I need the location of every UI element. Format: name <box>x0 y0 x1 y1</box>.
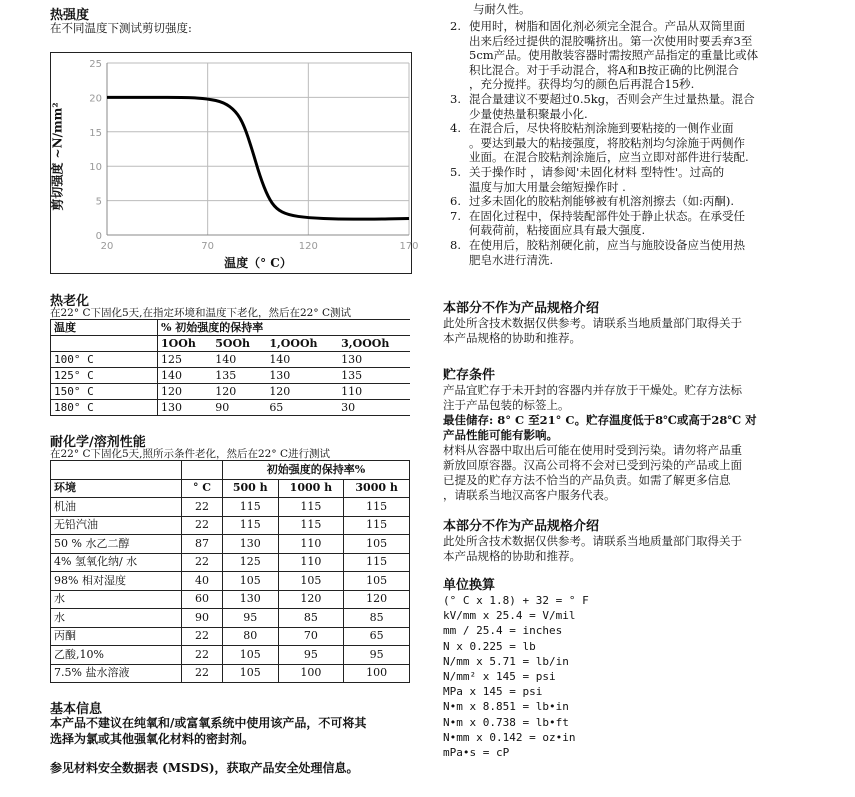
chem-cell: 115 <box>278 516 344 535</box>
chem-cell: 22 <box>182 553 223 572</box>
step-number: 8. <box>450 237 461 252</box>
chem-row <box>51 572 410 591</box>
chem-head-blank <box>182 461 223 480</box>
chem-row <box>51 553 410 572</box>
spec2-line: 此处所含技术数据仅供参考。请联系当地质量部门取得关于 <box>443 534 742 548</box>
chem-cell: 60 <box>182 590 223 609</box>
chart-xtick-label: 70 <box>201 241 215 252</box>
step-line: 积比混合。对于手动混合，将A和B按正确的比例混合 <box>469 62 739 77</box>
step-line: 在混合后，尽快将胶粘剂涂施到要粘接的一侧作业面 <box>469 121 734 136</box>
chem-cell: 乙酸,10% <box>51 646 182 665</box>
step-line: 何载荷前，粘接面应具有最大强度. <box>469 223 646 238</box>
chart-ytick-label: 15 <box>89 127 102 139</box>
chem-cell: 125 <box>223 553 279 572</box>
aging-head-col: 1OOh <box>158 336 213 352</box>
chem-cell: 50 % 水乙二醇 <box>51 535 182 554</box>
step-line: 过多未固化的胶粘剂能够被有机溶剂擦去（如:丙酮). <box>469 194 735 209</box>
chem-cell: 105 <box>344 535 410 554</box>
chem-row <box>51 516 410 535</box>
aging-cell: 65 <box>266 400 338 416</box>
chem-cell: 85 <box>344 609 410 628</box>
aging-cell: 180° C <box>51 400 158 416</box>
step-number: 4. <box>450 121 461 136</box>
chart-xtick-label: 20 <box>100 241 114 252</box>
aging-cell: 120 <box>266 384 338 400</box>
unit-line: mm / 25.4 = inches <box>443 624 563 638</box>
basic-text <box>50 715 366 747</box>
chem-row <box>51 664 410 683</box>
aging-head-temp: 温度 <box>51 320 158 336</box>
spec1-text <box>443 316 843 346</box>
chem-cell: 120 <box>344 590 410 609</box>
chem-cell: 100 <box>344 664 410 683</box>
chem-cell: 115 <box>278 498 344 517</box>
aging-head-col: 1,OOOh <box>266 336 338 352</box>
aging-cell: 140 <box>158 368 213 384</box>
chem-cell: 水 <box>51 590 182 609</box>
chem-cell: 105 <box>278 572 344 591</box>
aging-table <box>50 319 410 416</box>
basic-line: 本产品不建议在纯氧和/或富氧系统中使用该产品，不可将其 <box>50 716 367 730</box>
chart-ytick-label: 10 <box>89 162 102 174</box>
chem-cell: 85 <box>278 609 344 628</box>
aging-cell: 100° C <box>51 352 158 368</box>
chem-cell: 95 <box>344 646 410 665</box>
chem-cell: 70 <box>278 627 344 646</box>
chem-cell: 115 <box>344 498 410 517</box>
step-line: ，充分搅拌。获得均匀的颜色后再混合15秒. <box>469 77 695 92</box>
step-line: 肥皂水进行清洗. <box>469 252 554 267</box>
usage-step <box>443 209 823 238</box>
storage-text <box>443 383 843 413</box>
chem-head-500: 500 h <box>223 479 279 498</box>
chem-cell: 115 <box>223 498 279 517</box>
chem-cell: 80 <box>223 627 279 646</box>
aging-row <box>51 368 411 384</box>
storage-line: 注于产品包装的标签上。 <box>443 398 570 412</box>
usage-step <box>443 19 823 92</box>
step-number: 5. <box>450 164 461 179</box>
step-line: 业面。在混合胶粘剂涂施后，应当立即对部件进行装配. <box>469 150 749 165</box>
shear-title: 热强度 <box>50 8 90 23</box>
step-line: 5cm产品。使用散装容器时需按照产品指定的重量比或体 <box>469 48 759 63</box>
step-number: 3. <box>450 91 461 106</box>
chem-cell: 115 <box>344 516 410 535</box>
spec1-title: 本部分不作为产品规格介绍 <box>443 301 600 316</box>
usage-step <box>443 238 823 267</box>
aging-head-col: 5OOh <box>212 336 266 352</box>
aging-cell: 110 <box>338 384 410 400</box>
chart-ytick-label: 5 <box>95 196 102 208</box>
usage-step <box>443 194 823 209</box>
chem-cell: 机油 <box>51 498 182 517</box>
chem-row <box>51 646 410 665</box>
aging-cell: 120 <box>212 384 266 400</box>
chart-ylabel: 剪切强度 ~N/mm² <box>50 102 65 211</box>
step-line: 关于操作时 ，请参阅'未固化材料 型特性'。过高的 <box>469 164 725 179</box>
chart-ylabel-wrap <box>25 90 85 230</box>
chem-cell: 105 <box>223 664 279 683</box>
step-number: 6. <box>450 194 461 209</box>
step-line: 。要达到最大的粘接强度，将胶粘剂均匀涂施于两侧作 <box>469 135 745 150</box>
chem-cell: 105 <box>223 572 279 591</box>
aging-cell: 130 <box>338 352 410 368</box>
chem-cell: 105 <box>223 646 279 665</box>
chart-xtick-label: 120 <box>298 241 318 252</box>
aging-cell: 135 <box>338 368 410 384</box>
unit-line: N•m x 0.738 = lb•ft <box>443 715 569 729</box>
units-title: 单位换算 <box>443 578 496 593</box>
step-line: 少量使热量积聚最小化. <box>469 106 588 121</box>
chem-cell: 115 <box>344 553 410 572</box>
chart-ytick-label: 20 <box>89 93 102 105</box>
right-blocks <box>443 297 843 760</box>
top-line: 与耐久性。 <box>473 2 531 16</box>
chem-cell: 22 <box>182 627 223 646</box>
unit-line: (° C x 1.8) + 32 = ° F <box>443 594 589 607</box>
storage-bold-line: 产品性能可能有影响。 <box>443 428 558 442</box>
chem-cell: 丙酮 <box>51 627 182 646</box>
chart-ytick-label: 0 <box>95 231 102 242</box>
chem-head-env: 环境 <box>51 479 182 498</box>
chem-cell: 100 <box>278 664 344 683</box>
chem-cell: 水 <box>51 609 182 628</box>
chem-cell: 87 <box>182 535 223 554</box>
chem-head-temp: ° C <box>182 479 223 498</box>
chem-row <box>51 498 410 517</box>
chart-ytick-label: 25 <box>89 59 102 70</box>
chem-cell: 22 <box>182 646 223 665</box>
usage-step <box>443 121 823 165</box>
storage-text2 <box>443 443 843 503</box>
unit-line: N/mm² x 145 = psi <box>443 670 556 684</box>
step-line: 在使用后，胶粘剂硬化前，应当与施胶设备应当使用热 <box>469 237 745 252</box>
chem-cell: 105 <box>344 572 410 591</box>
unit-line: N•mm x 0.142 = oz•in <box>443 730 576 744</box>
unit-line: MPa x 145 = psi <box>443 685 543 699</box>
unit-line: N x 0.225 = lb <box>443 639 536 653</box>
unit-line: kV/mm x 25.4 = V/mil <box>443 609 576 623</box>
chem-cell: 22 <box>182 664 223 683</box>
storage-bold <box>443 413 843 443</box>
spec2-text <box>443 534 843 564</box>
step-number: 2. <box>450 19 461 33</box>
storage-bold-line: 最佳储存: 8° C 至21° C。贮存温度低于8℃或高于28℃ 对 <box>443 413 757 427</box>
aging-cell: 130 <box>266 368 338 384</box>
aging-cell: 120 <box>158 384 213 400</box>
chem-cell: 7.5% 盐水溶液 <box>51 664 182 683</box>
chem-desc: 在22° C下固化5天,照所示条件老化，然后在22° C进行测试 <box>50 448 330 460</box>
basic-line: 选择为氯或其他强氧化材料的密封剂。 <box>50 732 255 746</box>
chem-head-3000: 3000 h <box>344 479 410 498</box>
chem-cell: 90 <box>182 609 223 628</box>
aging-cell: 130 <box>158 400 213 416</box>
spec1-line: 本产品规格的协助和推荐。 <box>443 331 581 345</box>
step-line: 混合量建议不要超过0.5kg，否则会产生过量热量。混合 <box>469 91 755 106</box>
aging-desc: 在22° C下固化5天,在指定环境和温度下老化，然后在22° C测试 <box>50 307 351 319</box>
chart-svg <box>51 53 419 273</box>
shear-strength-chart <box>50 52 419 274</box>
chart-xlabel: 温度（° C） <box>224 256 292 270</box>
spec1-line: 此处所含技术数据仅供参考。请联系当地质量部门取得关于 <box>443 316 742 330</box>
chem-group-header: 初始强度的保持率% <box>223 461 410 480</box>
aging-head-blank <box>51 336 158 352</box>
chem-cell: 110 <box>278 535 344 554</box>
chem-row <box>51 590 410 609</box>
chem-cell: 22 <box>182 516 223 535</box>
step-number: 7. <box>450 208 461 223</box>
storage-line: ，请联系当地汉高客户服务代表。 <box>443 488 616 502</box>
chem-row <box>51 535 410 554</box>
spec2-title: 本部分不作为产品规格介绍 <box>443 519 600 534</box>
usage-step <box>443 92 823 121</box>
chem-title: 耐化学/溶剂性能 <box>50 435 146 450</box>
aging-head-col: 3,OOOh <box>338 336 410 352</box>
aging-cell: 140 <box>266 352 338 368</box>
storage-line: 已提及的贮存方法不恰当的产品负责。如需了解更多信息 <box>443 473 731 487</box>
step-line: 温度与加大用量会缩短操作时 . <box>469 179 626 194</box>
storage-title: 贮存条件 <box>443 368 496 383</box>
aging-cell: 135 <box>212 368 266 384</box>
unit-line: N/mm x 5.71 = lb/in <box>443 654 569 668</box>
aging-row <box>51 400 411 416</box>
usage-step <box>443 165 823 194</box>
chem-cell: 98% 相对湿度 <box>51 572 182 591</box>
chem-head-blank <box>51 461 182 480</box>
chem-cell: 115 <box>223 516 279 535</box>
chem-cell: 110 <box>278 553 344 572</box>
chem-cell: 65 <box>344 627 410 646</box>
aging-cell: 90 <box>212 400 266 416</box>
chem-cell: 95 <box>223 609 279 628</box>
aging-cell: 140 <box>212 352 266 368</box>
aging-cell: 125 <box>158 352 213 368</box>
usage-steps <box>443 19 823 267</box>
aging-cell: 125° C <box>51 368 158 384</box>
step-line: 在固化过程中，保持装配部件处于静止状态。在承受任 <box>469 208 745 223</box>
spec2-line: 本产品规格的协助和推荐。 <box>443 549 581 563</box>
storage-line: 新放回原容器。汉高公司将不会对已受到污染的产品或上面 <box>443 458 742 472</box>
aging-head-group: % 初始强度的保持率 <box>158 320 411 336</box>
storage-line: 产品宜贮存于未开封的容器内并存放于干燥处。贮存方法标 <box>443 383 742 397</box>
chem-cell: 95 <box>278 646 344 665</box>
msds-note: 参见材料安全数据表 (MSDS)，获取产品安全处理信息。 <box>50 761 359 775</box>
aging-cell: 30 <box>338 400 410 416</box>
chem-cell: 4% 氢氧化纳/ 水 <box>51 553 182 572</box>
aging-row <box>51 384 411 400</box>
basic-title: 基本信息 <box>50 702 103 717</box>
shear-subtitle: 在不同温度下测试剪切强度: <box>50 21 192 35</box>
chem-row <box>51 609 410 628</box>
step-line: 出来后经过提供的混胶嘴挤出。第一次使用时要丢弃3至 <box>469 33 753 48</box>
chem-cell: 120 <box>278 590 344 609</box>
step-line: 使用时，树脂和固化剂必须完全混合。产品从双筒里面 <box>469 19 745 33</box>
chem-row <box>51 627 410 646</box>
aging-title: 热老化 <box>50 294 90 309</box>
chem-head-1000: 1000 h <box>278 479 344 498</box>
chem-cell: 40 <box>182 572 223 591</box>
chem-cell: 无铅汽油 <box>51 516 182 535</box>
chem-cell: 130 <box>223 535 279 554</box>
units-list <box>443 593 843 760</box>
chart-xtick-label: 170 <box>399 241 419 252</box>
aging-cell: 150° C <box>51 384 158 400</box>
unit-line: mPa•s = cP <box>443 746 510 760</box>
aging-row <box>51 352 411 368</box>
chem-cell: 22 <box>182 498 223 517</box>
chem-table <box>50 460 410 683</box>
chem-cell: 130 <box>223 590 279 609</box>
storage-line: 材料从容器中取出后可能在使用时受到污染。请勿将产品重 <box>443 443 742 457</box>
unit-line: N•m x 8.851 = lb•in <box>443 700 569 714</box>
